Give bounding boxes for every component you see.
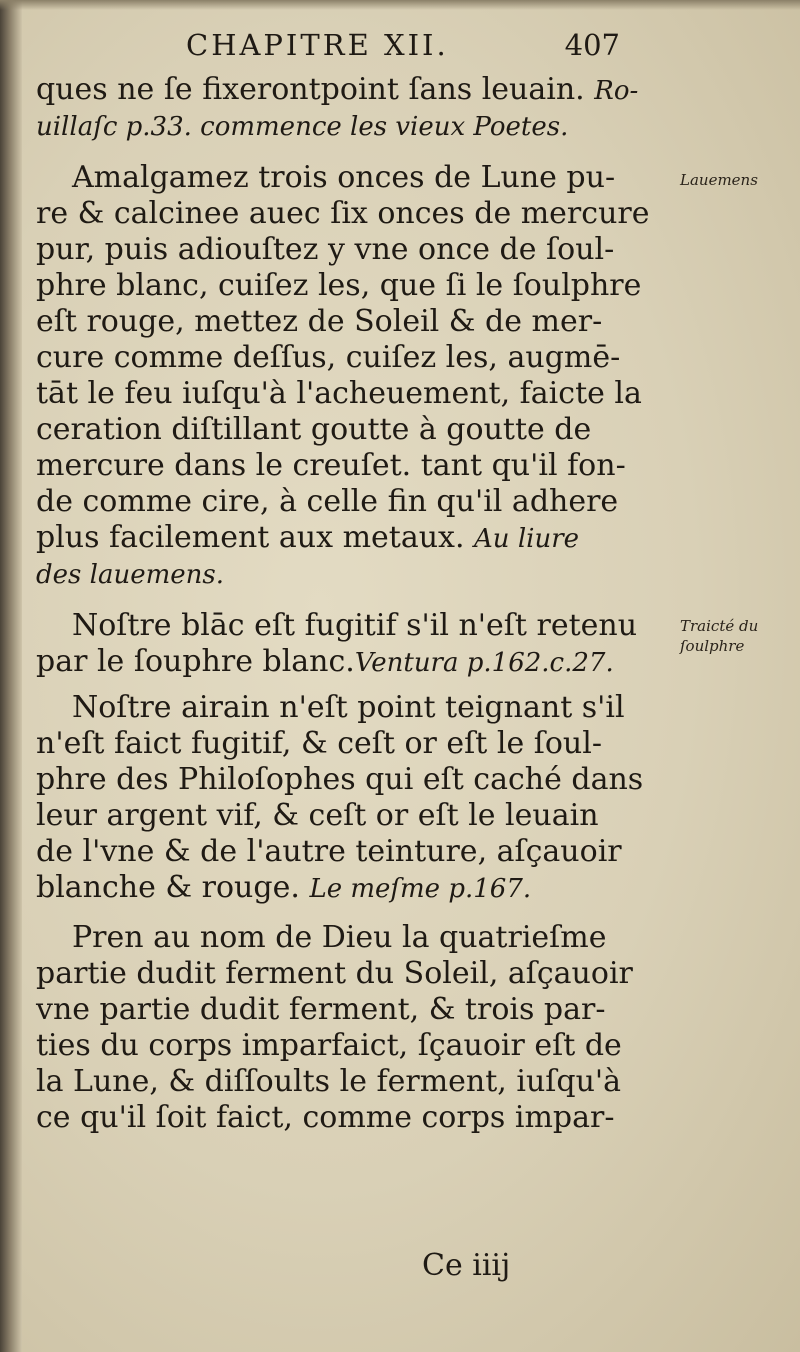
text-line: phre blanc, cuiſez les, que ſi le ſoulphre bbox=[36, 268, 642, 303]
text-line: n'eſt faict fugitif, & ceſt or eſt le ſoul- bbox=[36, 726, 602, 761]
text-line: partie dudit ferment du Soleil, aſçauoir bbox=[36, 956, 633, 991]
page-gutter bbox=[0, 0, 22, 1352]
text-line: ceration diſtillant goutte à goutte de bbox=[36, 412, 592, 447]
text-line: eſt rouge, mettez de Soleil & de mer- bbox=[36, 304, 603, 339]
page-number: 407 bbox=[564, 28, 620, 62]
margin-note-lauemens: Lauemens bbox=[680, 171, 758, 189]
text-line: mercure dans le creuſet. tant qu'il fon- bbox=[36, 448, 626, 483]
text-line: ques ne ſe fixerontpoint ſans leuain. Ro- bbox=[36, 72, 639, 107]
text-line: tāt le feu iuſqu'à l'acheuement, faicte la bbox=[36, 376, 642, 411]
text-line: Pren au nom de Dieu la quatrieſme bbox=[72, 920, 607, 955]
text-line: uillaſc p.33. commence les vieux Poetes. bbox=[36, 112, 569, 142]
page-top-edge bbox=[0, 0, 800, 10]
text-line: des lauemens. bbox=[36, 560, 224, 590]
text-line: ties du corps imparfaict, ſçauoir eſt de bbox=[36, 1028, 622, 1063]
catchword-signature: Ce iiij bbox=[422, 1248, 511, 1283]
chapter-title: CHAPITRE XII. bbox=[186, 28, 449, 62]
text-line: ce qu'il ſoit faict, comme corps impar- bbox=[36, 1100, 615, 1135]
text-line: vne partie dudit ferment, & trois par- bbox=[36, 992, 606, 1027]
running-header bbox=[150, 28, 620, 72]
text-line: cure comme deſſus, cuiſez les, augmē- bbox=[36, 340, 621, 375]
text-line: la Lune, & diſſoults le ferment, iuſqu'à bbox=[36, 1064, 622, 1099]
text-line: par le ſouphre blanc.Ventura p.162.c.27. bbox=[36, 644, 614, 679]
text-line: de comme cire, à celle fin qu'il adhere bbox=[36, 484, 619, 519]
text-line: pur, puis adiouſtez y vne once de ſoul- bbox=[36, 232, 615, 267]
text-line: Amalgamez trois onces de Lune pu- bbox=[72, 160, 616, 195]
text-line: Noſtre blāc eſt fugitif s'il n'eſt retenu bbox=[72, 608, 638, 643]
margin-note-traicte-line2: ſoulphre bbox=[680, 637, 745, 655]
text-line: Noſtre airain n'eſt point teignant s'il bbox=[72, 690, 625, 725]
margin-note-traicte-line1: Traicté du bbox=[680, 617, 759, 635]
text-line: phre des Philoſophes qui eſt caché dans bbox=[36, 762, 644, 797]
text-line: blanche & rouge. Le meſme p.167. bbox=[36, 870, 532, 905]
text-line: leur argent vif, & ceſt or eſt le leuain bbox=[36, 798, 599, 833]
text-line: re & calcinee auec ſix onces de mercure bbox=[36, 196, 650, 231]
text-line: plus facilement aux metaux. Au liure bbox=[36, 520, 580, 555]
text-line: de l'vne & de l'autre teinture, aſçauoir bbox=[36, 834, 622, 869]
